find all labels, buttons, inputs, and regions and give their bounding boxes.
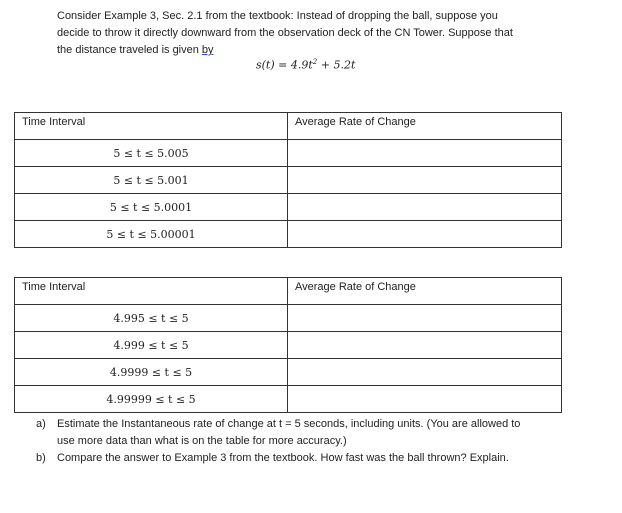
rate-answer-cell[interactable] [288,332,562,359]
rate-table-backward [14,277,562,413]
table-row [15,167,562,194]
rate-answer-cell[interactable] [288,221,562,248]
rate-answer-cell[interactable] [288,194,562,221]
interval-cell: 4.995 ≤ t ≤ 5 [15,305,288,332]
formula-rhs: + 5.2t [317,58,356,72]
question-b-label: b) [36,452,46,464]
question-a [36,416,566,450]
intro-paragraph [57,8,567,59]
rate-answer-cell[interactable] [288,167,562,194]
intro-line-3-text: the distance traveled is given [57,44,202,56]
distance-formula [256,58,355,72]
interval-cell: 4.99999 ≤ t ≤ 5 [15,386,288,413]
table-row [15,194,562,221]
question-a-line-1: Estimate the Instantaneous rate of change at t = 5 seconds, including units. (You are allowed to [57,418,521,430]
header-time-interval: Time Interval [15,113,288,140]
formula-lhs: s(t) = 4.9t [256,58,313,72]
interval-cell: 4.999 ≤ t ≤ 5 [15,332,288,359]
table-row [15,332,562,359]
interval-cell: 4.9999 ≤ t ≤ 5 [15,359,288,386]
question-a-label: a) [36,418,46,430]
question-a-line-2: use more data than what is on the table for more accuracy.) [57,435,347,447]
questions-list [36,416,566,467]
header-average-rate: Average Rate of Change [288,113,562,140]
rate-answer-cell[interactable] [288,359,562,386]
formula-exponent: 2 [312,58,318,66]
question-a-text [57,416,566,450]
table-row [15,359,562,386]
interval-cell: 5 ≤ t ≤ 5.0001 [15,194,288,221]
rate-answer-cell[interactable] [288,140,562,167]
intro-line-3 [57,42,567,59]
table-header-row [15,113,562,140]
interval-cell: 5 ≤ t ≤ 5.005 [15,140,288,167]
header-time-interval: Time Interval [15,278,288,305]
table-row [15,386,562,413]
table-row [15,221,562,248]
header-average-rate: Average Rate of Change [288,278,562,305]
table-header-row [15,278,562,305]
intro-line-2: decide to throw it directly downward from the observation deck of the CN Tower. Suppose that [57,27,513,39]
question-b [36,450,566,467]
rate-answer-cell[interactable] [288,386,562,413]
rate-table-forward [14,112,562,248]
rate-answer-cell[interactable] [288,305,562,332]
interval-cell: 5 ≤ t ≤ 5.00001 [15,221,288,248]
question-b-text: Compare the answer to Example 3 from the textbook. How fast was the ball thrown? Explain. [57,452,509,464]
intro-underlined-word: by [201,44,214,56]
intro-line-1: Consider Example 3, Sec. 2.1 from the textbook: Instead of dropping the ball, suppose you [57,10,498,22]
table-row [15,140,562,167]
interval-cell: 5 ≤ t ≤ 5.001 [15,167,288,194]
table-row [15,305,562,332]
